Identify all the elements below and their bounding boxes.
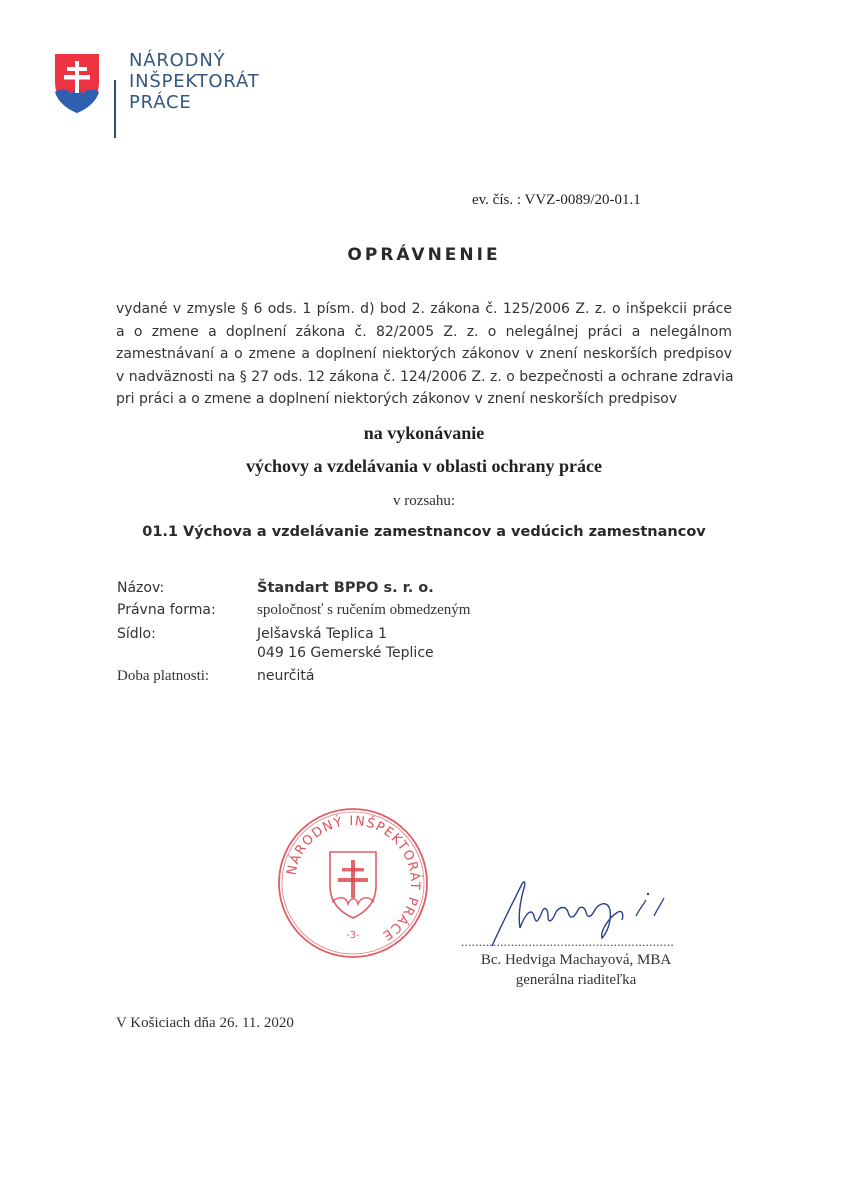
validity-label: Doba platnosti: bbox=[117, 668, 210, 684]
legal-form-value: spoločnosť s ručením obmedzeným bbox=[257, 602, 471, 618]
official-stamp bbox=[276, 806, 430, 960]
signature-line: ............................................................ bbox=[461, 934, 674, 949]
validity-value: neurčitá bbox=[257, 668, 315, 684]
preamble-paragraph bbox=[116, 298, 732, 411]
seat-line-1: Jelšavská Teplica 1 bbox=[257, 626, 388, 642]
preamble-line: zamestnávaní a o zmene a doplnení niektorých zákonov v znení neskorších predpisov bbox=[116, 346, 732, 362]
slovak-coat-of-arms-icon bbox=[53, 52, 101, 114]
reference-number: ev. čís. : VVZ-0089/20-01.1 bbox=[472, 192, 641, 208]
seat-label: Sídlo: bbox=[117, 626, 156, 642]
place-and-date: V Košiciach dňa 26. 11. 2020 bbox=[116, 1015, 294, 1031]
stamp-number: -3- bbox=[346, 930, 360, 941]
signer-name: Bc. Hedviga Machayová, MBA bbox=[480, 952, 672, 968]
preamble-line: v nadväznosti na § 27 ods. 12 zákona č. 124/2006 Z. z. o bezpečnosti a ochrane zdravia bbox=[116, 368, 734, 385]
preamble-line: vydané v zmysle § 6 ods. 1 písm. d) bod 2. zákona č. 125/2006 Z. z. o inšpekcii práce bbox=[116, 301, 732, 317]
document-title: OPRÁVNENIE bbox=[347, 245, 501, 265]
subheading-purpose: na vykonávanie bbox=[363, 423, 485, 443]
logo-line: PRÁCE bbox=[129, 92, 192, 113]
logo-line: NÁRODNÝ bbox=[129, 50, 226, 71]
logo-wordmark bbox=[129, 50, 260, 113]
preamble-line: pri práci a o zmene a doplnení niektorých zákonov v znení neskorších predpisov bbox=[116, 391, 678, 407]
seat-line-2: 049 16 Gemerské Teplice bbox=[257, 645, 434, 661]
subheading-field: výchovy a vzdelávania v oblasti ochrany práce bbox=[246, 456, 602, 476]
preamble-line: a o zmene a doplnení zákona č. 82/2005 Z. z. o nelegálnej práci a nelegálnom bbox=[116, 323, 732, 340]
scope-item: 01.1 Výchova a vzdelávanie zamestnancov a vedúcich zamestnancov bbox=[142, 524, 706, 540]
legal-form-label: Právna forma: bbox=[117, 602, 216, 618]
logo-divider bbox=[114, 80, 116, 138]
scope-label: v rozsahu: bbox=[392, 493, 456, 509]
stamp-text: NÁRODNÝ INŠPEKTORÁT PRÁCE bbox=[284, 813, 423, 944]
name-value: Štandart BPPO s. r. o. bbox=[257, 580, 434, 596]
name-label: Názov: bbox=[117, 580, 165, 596]
logo-line: INŠPEKTORÁT bbox=[129, 71, 260, 92]
signer-role: generálna riaditeľka bbox=[515, 972, 637, 988]
